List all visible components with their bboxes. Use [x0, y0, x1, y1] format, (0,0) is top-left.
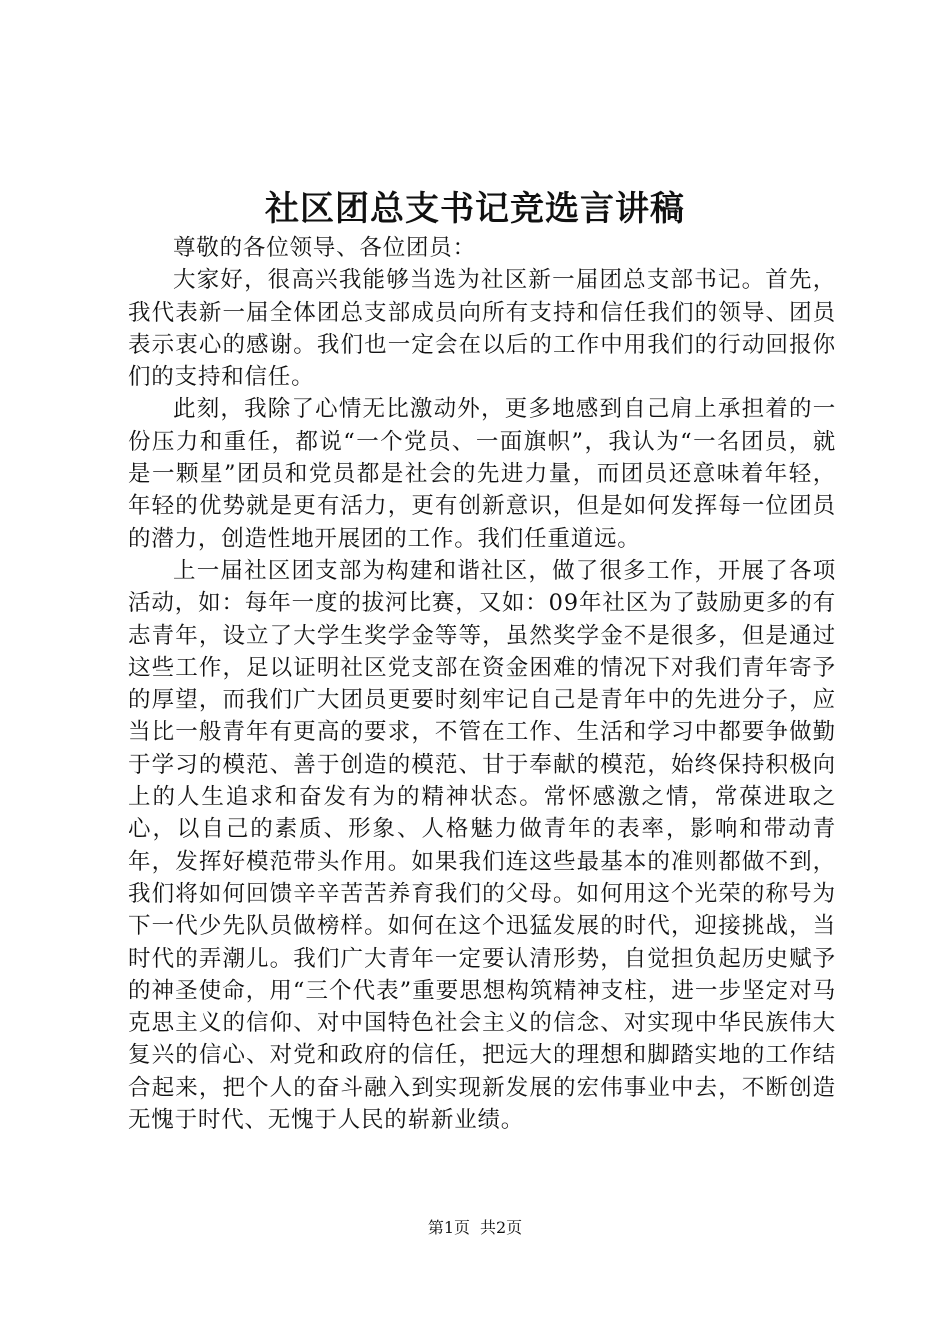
page-footer: [0, 1216, 950, 1240]
body-paragraph: 此刻，我除了心情无比激动外，更多地感到自己肩上承担着的一份压力和重任，都说“一个党员、一面旗帜”，我认为“一名团员，就是一颗星”团员和党员都是社会的先进力量，而团员还意味着年轻，年轻的优势就是更有活力，更有创新意识，但是如何发挥每一位团员的潜力，创造性地开展团的工作。我们任重道远。: [128, 396, 836, 552]
document-title: 社区团总支书记竞选言讲稿: [265, 189, 685, 229]
document-body: [128, 232, 836, 1136]
body-paragraph: 上一届社区团支部为构建和谐社区，做了很多工作，开展了各项活动，如：每年一度的拔河比赛，又如：09年社区为了鼓励更多的有志青年，设立了大学生奖学金等等，虽然奖学金不是很多，但是通过这些工作，足以证明社区党支部在资金困难的情况下对我们青年寄予的厚望，而我们广大团员更要时刻牢记自己是青年中的先进分子，应当比一般青年有更高的要求，不管在工作、生活和学习中都要争做勤于学习的模范、善于创造的模范、甘于奉献的模范，始终保持积极向上的人生追求和奋发有为的精神状态。常怀感激之情，常葆进取之心，以自己的素质、形象、人格魅力做青年的表率，影响和带动青年，发挥好模范带头作用。如果我们连这些最基本的准则都做不到，我们将如何回馈辛辛苦苦养育我们的父母。如何用这个光荣的称号为下一代少先队员做榜样。如何在这个迅猛发展的时代，迎接挑战，当时代的弄潮儿。我们广大青年一定要认清形势，自觉担负起历史赋予的神圣使命，用“三个代表”重要思想构筑精神支柱，进一步坚定对马克思主义的信仰、对中国特色社会主义的信念、对实现中华民族伟大复兴的信心、对党和政府的信任，把远大的理想和脚踏实地的工作结合起来，把个人的奋斗融入到实现新发展的宏伟事业中去，不断创造无愧于时代、无愧于人民的崭新业绩。: [128, 557, 836, 1134]
body-paragraph: 大家好，很高兴我能够当选为社区新一届团总支部书记。首先，我代表新一届全体团总支部成员向所有支持和信任我们的领导、团员表示衷心的感谢。我们也一定会在以后的工作中用我们的行动回报你们的支持和信任。: [128, 267, 836, 391]
page-number: 第1页: [427, 1218, 470, 1237]
page-total: 共2页: [480, 1218, 523, 1237]
salutation-paragraph: 尊敬的各位领导、各位团员：: [173, 235, 476, 261]
